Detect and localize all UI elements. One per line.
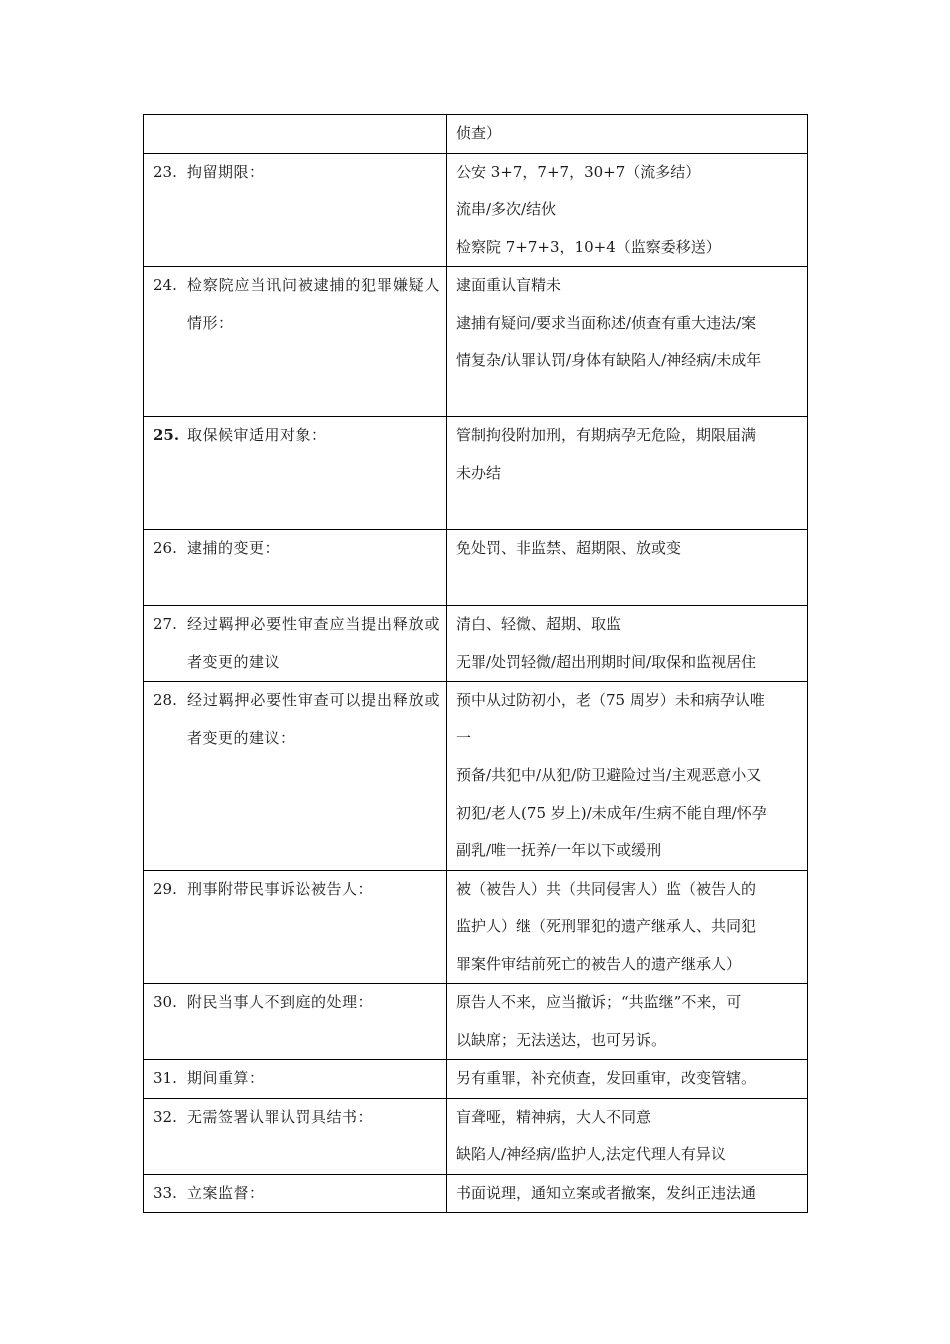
row-content-cell <box>447 1098 808 1174</box>
content-line: 清白、轻微、超期、取监 <box>456 615 622 633</box>
content-line: 另有重罪，补充侦查，发回重审，改变管辖。 <box>456 1069 757 1087</box>
row-label: 刑事附带民事诉讼被告人： <box>187 879 374 898</box>
row-label: 立案监督： <box>187 1183 265 1202</box>
content-line: 原告人不来，应当撤诉；“共监继”不来，可 <box>456 993 742 1011</box>
row-number: 33. <box>153 1183 177 1202</box>
content-line: 管制拘役附加刑，有期病孕无危险，期限届满 <box>456 426 757 444</box>
content-line: 流串/多次/结伙 <box>456 200 557 218</box>
table-row <box>144 1174 808 1213</box>
row-label-cell <box>144 682 447 871</box>
row-content-cell <box>447 606 808 682</box>
table-row <box>144 870 808 984</box>
content-line: 预中从过防初小，老（75 周岁）未和病孕认唯 <box>456 691 765 709</box>
row-label: 经过羁押必要性审查应当提出释放或者变更的建议 <box>187 615 440 671</box>
row-number: 28. <box>153 691 177 709</box>
row-number: 23. <box>153 162 177 181</box>
table-row <box>144 530 808 606</box>
content-line: 逮面重认盲精未 <box>456 276 562 294</box>
content-line: 预备/共犯中/从犯/防卫避险过当/主观恶意小又 <box>456 766 762 784</box>
table-row <box>144 682 808 871</box>
content-line: 缺陷人/神经病/监护人,法定代理人有异议 <box>456 1145 726 1163</box>
row-content-cell <box>447 153 808 267</box>
row-number: 25. <box>153 426 180 444</box>
row-number: 30. <box>153 993 177 1011</box>
row-number: 24. <box>153 276 177 294</box>
row-content-cell <box>447 530 808 606</box>
row-label: 逮捕的变更： <box>187 539 281 557</box>
row-number: 32. <box>153 1107 177 1126</box>
row-content-cell <box>447 1060 808 1099</box>
row-label-cell <box>144 115 447 154</box>
content-line: 免处罚、非监禁、超期限、放或变 <box>456 539 682 557</box>
table-row <box>144 153 808 267</box>
content-line: 初犯/老人(75 岁上)/未成年/生病不能自理/怀孕 <box>456 803 767 822</box>
row-label-cell <box>144 606 447 682</box>
content-line: 无罪/处罚轻微/超出刑期时间/取保和监视居住 <box>456 652 757 671</box>
row-label-cell <box>144 267 447 417</box>
row-content-cell <box>447 1174 808 1213</box>
content-line: 被（被告人）共（共同侵害人）监（被告人的 <box>456 879 757 898</box>
row-content-cell <box>447 682 808 871</box>
row-label-cell <box>144 870 447 984</box>
content-line: 监护人）继（死刑罪犯的遗产继承人、共同犯 <box>456 917 757 935</box>
row-label-cell <box>144 1174 447 1213</box>
content-line: 盲聋哑，精神病，大人不同意 <box>456 1107 652 1126</box>
row-label: 经过羁押必要性审查可以提出释放或者变更的建议： <box>187 691 440 747</box>
row-label: 拘留期限： <box>187 162 265 181</box>
row-label: 取保候审适用对象： <box>187 426 327 444</box>
table-row <box>144 417 808 530</box>
content-line: 罪案件审结前死亡的被告人的遗产继承人） <box>456 954 742 973</box>
row-label: 检察院应当讯问被逮捕的犯罪嫌疑人情形： <box>187 276 440 332</box>
content-line: 逮捕有疑问/要求当面称述/侦查有重大违法/案 <box>456 313 757 332</box>
row-label-cell <box>144 153 447 267</box>
row-content-cell <box>447 984 808 1060</box>
row-content-cell <box>447 115 808 154</box>
content-line: 副乳/唯一抚养/一年以下或缓刑 <box>456 841 662 859</box>
table-row <box>144 606 808 682</box>
content-line: 书面说理，通知立案或者撤案，发纠正违法通 <box>456 1183 757 1202</box>
table-row <box>144 1098 808 1174</box>
row-content-cell <box>447 417 808 530</box>
content-line: 以缺席；无法送达，也可另诉。 <box>456 1030 667 1049</box>
row-label-cell <box>144 984 447 1060</box>
content-line: 未办结 <box>456 463 502 482</box>
content-line: 检察院 7+7+3，10+4（监察委移送） <box>456 237 721 256</box>
content-line: 公安 3+7，7+7，30+7（流多结） <box>456 162 701 181</box>
row-number: 31. <box>153 1069 177 1087</box>
row-number: 26. <box>153 539 177 557</box>
content-line: 情复杂/认罪认罚/身体有缺陷人/神经病/未成年 <box>456 351 762 369</box>
row-label: 期间重算： <box>187 1069 265 1087</box>
row-number: 29. <box>153 879 177 898</box>
content-line: 一 <box>456 728 472 747</box>
table-row <box>144 1060 808 1099</box>
content-line: 侦查） <box>456 124 502 142</box>
row-content-cell <box>447 870 808 984</box>
table-row <box>144 267 808 417</box>
table-row <box>144 115 808 154</box>
row-content-cell <box>447 267 808 417</box>
table-row <box>144 984 808 1060</box>
row-label-cell <box>144 1060 447 1099</box>
row-number: 27. <box>153 615 177 633</box>
row-label-cell <box>144 530 447 606</box>
row-label: 附民当事人不到庭的处理： <box>187 993 374 1011</box>
row-label: 无需签署认罪认罚具结书： <box>187 1107 374 1126</box>
row-label-cell <box>144 417 447 530</box>
row-label-cell <box>144 1098 447 1174</box>
notes-table <box>143 114 808 1213</box>
